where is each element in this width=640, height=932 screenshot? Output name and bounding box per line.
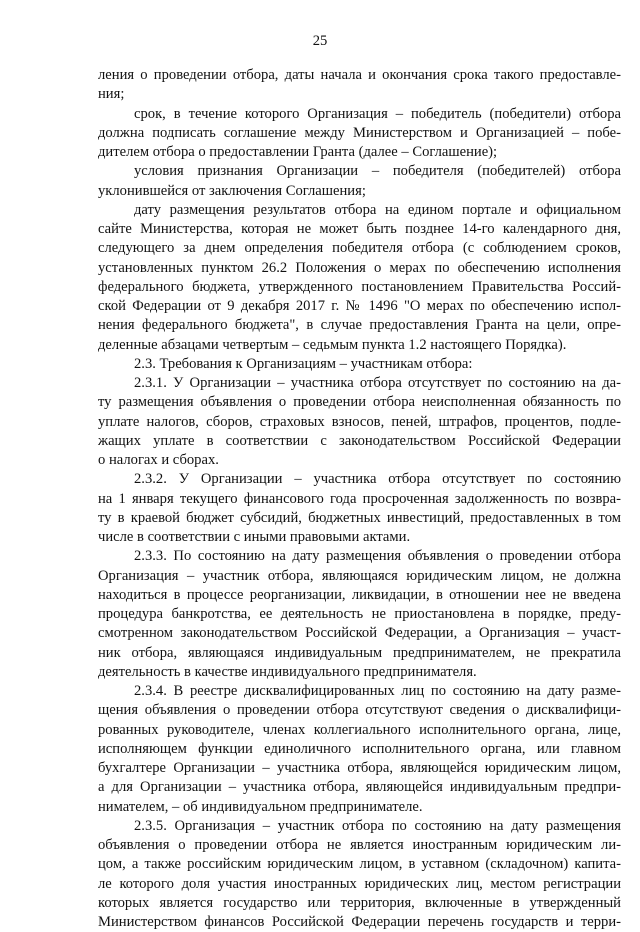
text-line: щения объявления о проведении отбора отсутствуют сведения о дисквалифици- bbox=[98, 702, 621, 719]
text-line: ской Федерации от 9 декабря 2017 г. № 1496 "О мерах по обеспечению испол- bbox=[98, 298, 621, 314]
text-line: исполняющем функции единоличного исполнительного органа, или главном bbox=[98, 740, 621, 757]
text-line: 2.3.2. У Организации – участника отбора отсутствует по состоянию bbox=[134, 471, 621, 488]
text-line: находиться в процессе реорганизации, ликвидации, в отношении нее не введена bbox=[98, 586, 621, 603]
text-line: дителем отбора о предоставлении Гранта (далее – Соглашение); bbox=[98, 144, 498, 160]
text-line: установленных пунктом 26.2 Положения о мерах по обеспечению исполнения bbox=[98, 259, 621, 276]
text-line: бухгалтере Организации – участника отбора, являющейся юридическим лицом, bbox=[98, 760, 621, 776]
text-line: цом, а также российским юридическим лицом, в уставном (складочном) капита- bbox=[98, 856, 621, 873]
text-line: дату размещения результатов отбора на едином портале и официальном bbox=[134, 201, 621, 218]
text-line: нимателем, – об индивидуальном предпринимателе. bbox=[98, 798, 423, 815]
text-line: следующего за днем определения победителя отбора (с соблюдением сроков, bbox=[98, 240, 621, 257]
text-line: федерального бюджета, утвержденного постановлением Правительства Россий- bbox=[98, 278, 621, 295]
text-line: деятельность в качестве индивидуального предпринимателя. bbox=[98, 663, 477, 680]
text-line: а для Организации – участника отбора, являющейся индивидуальным предпри- bbox=[98, 779, 621, 796]
text-line: смотренном законодательством Российской Федерации, а Организация – участ- bbox=[98, 625, 621, 642]
text-line: 2.3.4. В реестре дисквалифицированных лиц по состоянию на дату разме- bbox=[134, 683, 621, 699]
text-line: должна подписать соглашение между Министерством и Организацией – побе- bbox=[98, 124, 621, 141]
text-line: ления о проведении отбора, даты начала и окончания срока такого предоставле- bbox=[98, 67, 621, 83]
text-line: ту в краевой бюджет субсидий, бюджетных инвестиций, предоставленных в том bbox=[98, 509, 621, 526]
text-line: процедура банкротства, ее деятельность не приостановлена в порядке, преду- bbox=[98, 606, 621, 622]
text-line: ту размещения объявления о проведении отбора неисполненная обязанность по bbox=[98, 394, 621, 411]
text-line: жащих уплате в соответствии с законодательством Российской Федерации bbox=[98, 432, 621, 449]
text-line: 2.3.3. По состоянию на дату размещения объявления о проведении отбора bbox=[134, 548, 621, 565]
text-line: которых является государство или территория, включенные в утвержденный bbox=[98, 894, 621, 911]
text-line: ле которого доля участия иностранных юридических лиц, местом регистрации bbox=[98, 875, 621, 892]
page-number: 25 bbox=[312, 33, 328, 49]
text-line: уклонившейся от заключения Соглашения; bbox=[98, 182, 366, 199]
text-line: объявления о проведении отбора не является иностранным юридическим ли- bbox=[98, 837, 621, 853]
text-line: условия признания Организации – победителя (победителей) отбора bbox=[134, 163, 621, 180]
text-line: 2.3.1. У Организации – участника отбора отсутствует по состоянию на да- bbox=[134, 375, 621, 391]
text-line: числе в соответствии с иными правовыми актами. bbox=[98, 529, 411, 545]
text-line: срок, в течение которого Организация – победитель (победители) отбора bbox=[134, 105, 621, 122]
text-line: Министерством финансов Российской Федерации перечень государств и терри- bbox=[98, 914, 621, 930]
text-line: на 1 января текущего финансового года просроченная задолженность по возвра- bbox=[98, 490, 621, 507]
text-line: 2.3.5. Организация – участник отбора по состоянию на дату размещения bbox=[134, 817, 621, 834]
text-line: рованных руководителе, членах коллегиального исполнительного органа, лице, bbox=[98, 721, 621, 738]
text-line: 2.3. Требования к Организациям – участникам отбора: bbox=[134, 355, 473, 372]
text-line: уплате налогов, сборов, страховых взносов, пеней, штрафов, процентов, подле- bbox=[98, 413, 621, 430]
text-line: ник отбора, являющаяся индивидуальным предпринимателем, не прекратила bbox=[98, 644, 621, 661]
text-line: Организация – участник отбора, являющаяся юридическим лицом, не должна bbox=[98, 567, 621, 584]
text-line: ния; bbox=[98, 86, 125, 103]
text-line: сайте Министерства, которая не может быть позднее 14-го календарного дня, bbox=[98, 221, 621, 237]
text-line: о налогах и сборах. bbox=[98, 452, 219, 468]
text-line: нения федерального бюджета", в случае предоставления Гранта на цели, опре- bbox=[98, 317, 621, 334]
text-line: деленные абзацами четвертым – седьмым пункта 1.2 настоящего Порядка). bbox=[98, 336, 567, 353]
